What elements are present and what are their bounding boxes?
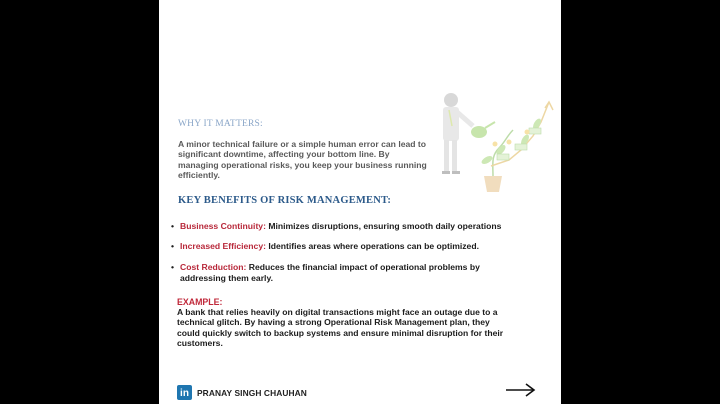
why-it-matters-heading: WHY IT MATTERS: bbox=[178, 119, 263, 129]
benefit-item-cost-reduction bbox=[171, 262, 511, 284]
benefit-description: Reduces the financial impact of operational problems by addressing them early. bbox=[180, 262, 480, 283]
man-watering-money-plant-icon bbox=[429, 88, 559, 198]
arrow-right-icon[interactable] bbox=[505, 383, 537, 397]
author-credit[interactable] bbox=[177, 385, 307, 400]
bullet-icon: • bbox=[171, 221, 175, 231]
author-name: PRANAY SINGH CHAUHAN bbox=[197, 387, 307, 398]
benefit-item-increased-efficiency bbox=[171, 241, 511, 252]
benefit-term: Cost Reduction: bbox=[180, 262, 247, 272]
bullet-icon: • bbox=[171, 262, 175, 272]
example-text: A bank that relies heavily on digital transactions might face an outage due to a technical glitch. By having a strong Operational Risk Management plan, they could quickly switch to backup systems and ensure minimal disruption for their customers. bbox=[177, 307, 504, 349]
benefit-term: Increased Efficiency: bbox=[180, 241, 266, 251]
benefit-description: Minimizes disruptions, ensuring smooth daily operations bbox=[265, 221, 502, 231]
bullet-icon: • bbox=[171, 241, 175, 251]
benefit-description: Identifies areas where operations can be optimized. bbox=[265, 241, 479, 251]
key-benefits-heading: KEY BENEFITS OF RISK MANAGEMENT: bbox=[178, 195, 392, 206]
benefit-item-business-continuity bbox=[171, 221, 511, 232]
linkedin-icon[interactable]: in bbox=[177, 385, 192, 400]
example-label: EXAMPLE: bbox=[177, 297, 223, 307]
document-page bbox=[159, 0, 561, 404]
benefit-term: Business Continuity: bbox=[180, 221, 266, 231]
why-it-matters-text: A minor technical failure or a simple human error can lead to significant downtime, affecting your bottom line. By managing operational risks, you keep your business running efficiently. bbox=[178, 139, 427, 181]
